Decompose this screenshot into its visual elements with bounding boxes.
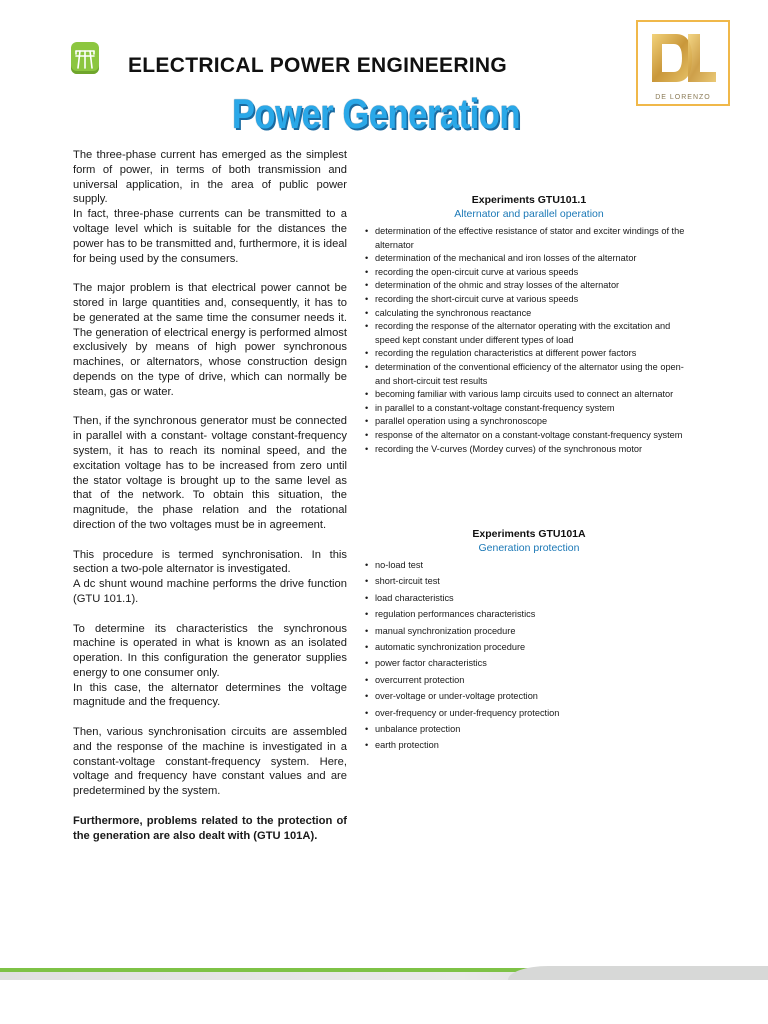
list-item: • load characteristics xyxy=(364,592,694,606)
intro-paragraph: A dc shunt wound machine performs the drive function (GTU 101.1). xyxy=(73,578,347,605)
intro-paragraph: Then, various synchronisation circuits are assembled and the response of the machine is investigated in a constant-voltage constant-frequency system. Here, voltage and frequency have constant values and are predetermined by the system. xyxy=(73,726,347,798)
section-title: Experiments GTU101A xyxy=(472,528,586,540)
list-item: • regulation performances characteristics xyxy=(364,608,694,622)
intro-paragraph: The major problem is that electrical power cannot be stored in large quantities and, consequently, it has to be generated at the same time the consumer needs it. The generation of electrical energy is performed almost exclusively by means of high power synchronous machines, or alternators, whose construction design depends on the type of drive, which can normally be steam, gas or water. xyxy=(73,282,347,398)
intro-text-column xyxy=(73,148,347,843)
list-item: • over-frequency or under-frequency protection xyxy=(364,707,694,721)
list-item: • recording the V-curves (Mordey curves) of the synchronous motor xyxy=(364,443,694,457)
intro-paragraph: Then, if the synchronous generator must be connected in parallel with a constant- voltage constant-frequency system, it has to reach its nominal speed, and the excitation voltage has to be increased from zero until the stator voltage is brought up to the same level as that of the network. To obtain this situation, the magnitude, the phase relation and the rotational direction of the two voltages must be in agreement. xyxy=(73,415,347,531)
list-item: • power factor characteristics xyxy=(364,657,694,671)
document-category: ELECTRICAL POWER ENGINEERING xyxy=(128,54,508,77)
intro-paragraph: Furthermore, problems related to the protection of the generation are also dealt with (GTU 101A). xyxy=(73,814,347,842)
list-item: • unbalance protection xyxy=(364,723,694,737)
list-item: • determination of the conventional efficiency of the alternator using the open- and short-circuit test results xyxy=(364,361,694,388)
section-title: Experiments GTU101.1 xyxy=(471,194,587,206)
list-item: • automatic synchronization procedure xyxy=(364,641,694,655)
list-item: • determination of the ohmic and stray losses of the alternator xyxy=(364,279,694,293)
intro-paragraph: In this case, the alternator determines the voltage magnitude and the frequency. xyxy=(73,681,347,709)
list-item: • parallel operation using a synchronoscope xyxy=(364,415,694,429)
power-pylon-icon xyxy=(71,42,99,74)
list-item: • determination of the effective resistance of stator and exciter windings of the alternator xyxy=(364,225,694,252)
intro-paragraph: The three-phase current has emerged as the simplest form of power, in terms of both transmission and universal application, in the area of public power supply. xyxy=(73,149,347,206)
list-item: • recording the regulation characteristics at different power factors xyxy=(364,347,694,361)
list-item: • in parallel to a constant-voltage constant-frequency system xyxy=(364,402,694,416)
section-subtitle: Generation protection xyxy=(478,542,580,554)
page-title: Power Generation xyxy=(232,90,521,137)
list-item: • recording the open-circuit curve at various speeds xyxy=(364,266,694,280)
intro-paragraph: In fact, three-phase currents can be transmitted to a voltage level which is suitable for the distances the power has to be transmitted and, furthermore, it is ideal for being used by the consumers. xyxy=(73,208,347,265)
logo-text: DE LORENZO xyxy=(655,94,711,101)
list-item: • calculating the synchronous reactance xyxy=(364,307,694,321)
list-item: • becoming familiar with various lamp circuits used to connect an alternator xyxy=(364,388,694,402)
company-logo xyxy=(636,20,730,106)
intro-paragraph: To determine its characteristics the synchronous machine is operated in what is known as an isolated operation. In this configuration the generator supplies energy to one consumer only. xyxy=(73,622,347,679)
footer-band xyxy=(0,972,768,980)
list-item: • over-voltage or under-voltage protection xyxy=(364,690,694,704)
list-item: • recording the short-circuit curve at various speeds xyxy=(364,293,694,307)
list-item: • response of the alternator on a constant-voltage constant-frequency system xyxy=(364,429,694,443)
list-item: • no-load test xyxy=(364,559,694,573)
experiment-list xyxy=(364,225,694,456)
intro-paragraph: This procedure is termed synchronisation. In this section a two-pole alternator is investigated. xyxy=(73,548,347,576)
list-item: • earth protection xyxy=(364,739,694,753)
section-subtitle: Alternator and parallel operation xyxy=(454,208,604,220)
experiment-list xyxy=(364,559,694,753)
experiments-section-gtu101-1 xyxy=(364,194,694,456)
list-item: • short-circuit test xyxy=(364,575,694,589)
experiments-section-gtu101a xyxy=(364,528,694,756)
list-item: • recording the response of the alternator operating with the excitation and speed kept constant under different types of load xyxy=(364,320,694,347)
list-item: • determination of the mechanical and iron losses of the alternator xyxy=(364,252,694,266)
logo-monogram xyxy=(646,28,720,92)
list-item: • overcurrent protection xyxy=(364,674,694,688)
list-item: • manual synchronization procedure xyxy=(364,625,694,639)
